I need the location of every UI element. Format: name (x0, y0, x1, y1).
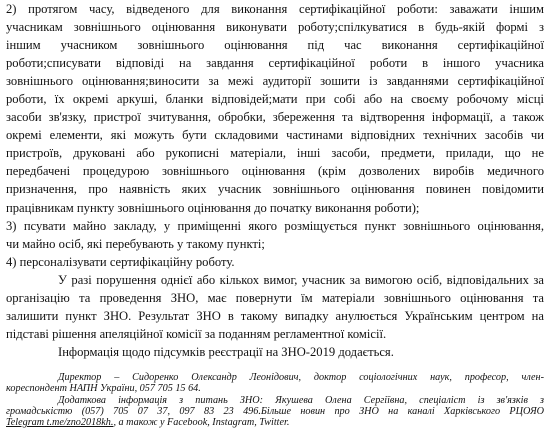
contact-note (6, 395, 544, 428)
text-line: засоби зв'язку, пристрої зчитування, обробки, збереження та відтворення інформації, а також (6, 110, 544, 125)
text-line: працівникам пункту зовнішнього оцінювання до початку виконання роботи); (6, 200, 420, 215)
text-line: чи майно осіб, які перебувають у такому пункті; (6, 236, 265, 251)
info-attachment-line: Інформація щодо підсумків реєстрації на ЗНО-2019 додається. (58, 344, 394, 359)
text-line: У разі порушення однієї або кількох вимог, учасник за вимогою осіб, відповідальних за (58, 272, 544, 287)
text-line: зовнішнього оцінювання;виносити за межі аудиторії зошити із завданнями сертифікаційної (6, 74, 544, 89)
text-line: 3) псувати майно закладу, у приміщенні якого розміщується пункт зовнішнього оцінювання, (6, 218, 544, 233)
director-note (6, 372, 544, 395)
telegram-link[interactable]: Telegram t.me/zno2018kh. (6, 417, 114, 428)
text-line: пристроїв, друковані або рукописні матеріали, інші засоби, предмети, прилади, що не (6, 146, 544, 161)
text-line: організацію та проведення ЗНО, має повернути їм матеріали зовнішнього оцінювання та (6, 290, 544, 305)
spacer (6, 361, 544, 372)
text-line: іншим учасником зовнішнього оцінювання під час виконання сертифікаційної (6, 38, 544, 53)
text-line: роботи, їх окремі аркуші, бланки відповідей;мати при собі або на своєму робочому місці (6, 92, 544, 107)
text-line: підставі рішення апеляційної комісії за поданням регламентної комісії. (6, 326, 387, 341)
social-networks-text: , а також у Facebook, Instagram, Twitter. (113, 417, 290, 428)
note-line: громадськістю (057) 705 07 37, 097 83 23 496.Більше новин про ЗНО на каналі Харківського РЦОЯО (6, 405, 544, 417)
prohibited-actions-list (6, 0, 544, 271)
text-line: 2) протягом часу, відведеного для виконання сертифікаційної роботи: заважати іншим (6, 2, 544, 16)
text-line: 4) персоналізувати сертифікаційну роботу. (6, 254, 235, 269)
note-line: Директор – Сидоренко Олександр Леонідович, доктор соціологічних наук, професор, член- (58, 371, 544, 383)
text-line: передбачені процедурою зовнішнього оцінювання (крім дозволених виробів медичного (6, 164, 544, 179)
note-line: Додаткова інформація з питань ЗНО: Якушева Олена Сергіївна, спеціаліст із зв'язків з (58, 394, 544, 406)
text-line: учасникам зовнішнього оцінювання виконувати роботу;спілкуватися в будь-якій формі з (6, 20, 544, 35)
violation-paragraph (6, 271, 544, 343)
note-line (6, 417, 544, 428)
text-line: призначення, про наявність яких учасник зовнішнього оцінювання повинен повідомити (6, 182, 544, 197)
text-line: роботи;списувати відповіді на завдання сертифікаційної роботи в іншого учасника (6, 56, 544, 71)
document-page (6, 0, 544, 428)
text-line: окремі елементи, які можуть бути складовими частинами відповідних технічних засобів чи (6, 128, 544, 143)
note-line: кореспондент НАПН України, 057 705 15 64. (6, 383, 201, 395)
text-line: залишити пункт ЗНО. Результат ЗНО в такому випадку анулюється Українським центром на (6, 308, 544, 323)
